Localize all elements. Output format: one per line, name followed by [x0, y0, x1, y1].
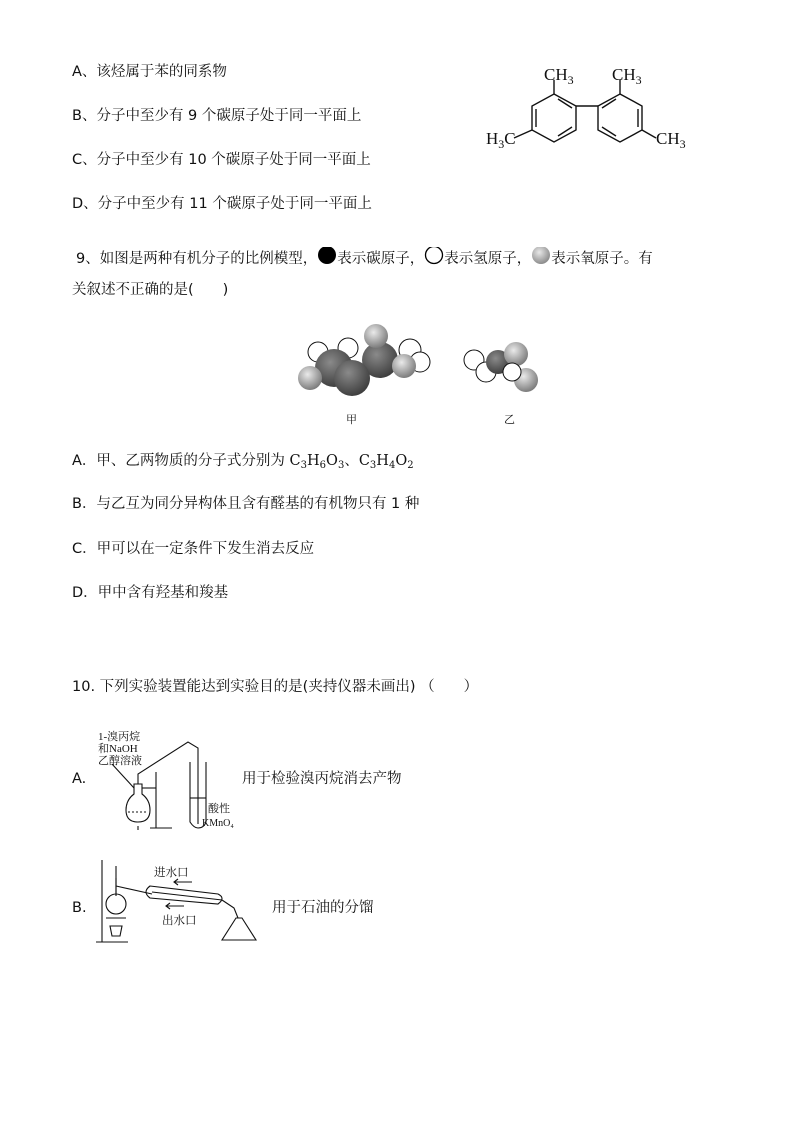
- svg-text:1-溴丙烷: 1-溴丙烷: [98, 731, 141, 743]
- q10-option-b-text: 用于石油的分馏: [272, 900, 374, 916]
- formula-yi: $C_3H_4O_2$: [358, 453, 414, 471]
- q8-option-c: C、分子中至少有 10 个碳原子处于同一平面上: [72, 152, 371, 168]
- molecule-jia: [298, 324, 430, 396]
- q10-option-a-text: 用于检验溴丙烷消去产物: [242, 771, 402, 787]
- q9-option-a: A．甲、乙两物质的分子式分别为 $C_3H_6O_3$、$C_3H_4O_2$: [72, 453, 414, 471]
- q10-option-a-label: A.: [72, 771, 87, 787]
- q9-option-d: D．甲中含有羟基和羧基: [72, 585, 229, 601]
- q9-stem: 9、如图是两种有机分子的比例模型， 表示碳原子， 表示氢原子， 表示氧原子。有: [76, 247, 653, 269]
- molecule-yi: [464, 342, 538, 392]
- svg-text:乙醇溶液: 乙醇溶液: [98, 755, 142, 767]
- q9-option-b: B．与乙互为同分异构体且含有醛基的有机物只有 1 种: [72, 496, 420, 512]
- q8-ch3-right: $CH_3$: [656, 129, 686, 151]
- q8-h3c-left: $H_3C$: [486, 129, 516, 151]
- svg-text:和NaOH: 和NaOH: [98, 743, 138, 755]
- hydrogen-atom-icon: [424, 247, 444, 267]
- q8-ch3-top-right: $CH_3$: [612, 66, 642, 87]
- q8-ch3-top-left: $CH_3$: [544, 66, 574, 87]
- q8-structure-diagram: [484, 66, 704, 162]
- formula-jia: $C_3H_6O_3$: [289, 453, 345, 471]
- label-jia: 甲: [346, 413, 357, 426]
- q8-option-d: D、分子中至少有 11 个碳原子处于同一平面上: [72, 196, 372, 212]
- label-yi: 乙: [504, 413, 515, 426]
- svg-text:进水口: 进水口: [154, 865, 189, 879]
- q10-option-b-label: B.: [72, 900, 87, 916]
- q10-apparatus-a: [96, 728, 246, 832]
- q10-stem: 10. 下列实验装置能达到实验目的是(夹持仪器未画出) （ ）: [72, 679, 479, 695]
- q10-apparatus-b: [94, 856, 258, 946]
- svg-text:KMnO₄: KMnO₄: [202, 818, 234, 829]
- q9-option-c: C．甲可以在一定条件下发生消去反应: [72, 541, 315, 557]
- q8-option-b: B、分子中至少有 9 个碳原子处于同一平面上: [72, 108, 362, 124]
- svg-text:酸性: 酸性: [208, 803, 230, 815]
- carbon-atom-icon: [317, 247, 337, 267]
- q9-stem-line2: 关叙述不正确的是( ): [72, 282, 229, 298]
- q8-option-a: A、该烃属于苯的同系物: [72, 64, 227, 80]
- oxygen-atom-icon: [531, 247, 551, 267]
- svg-text:出水口: 出水口: [162, 913, 197, 927]
